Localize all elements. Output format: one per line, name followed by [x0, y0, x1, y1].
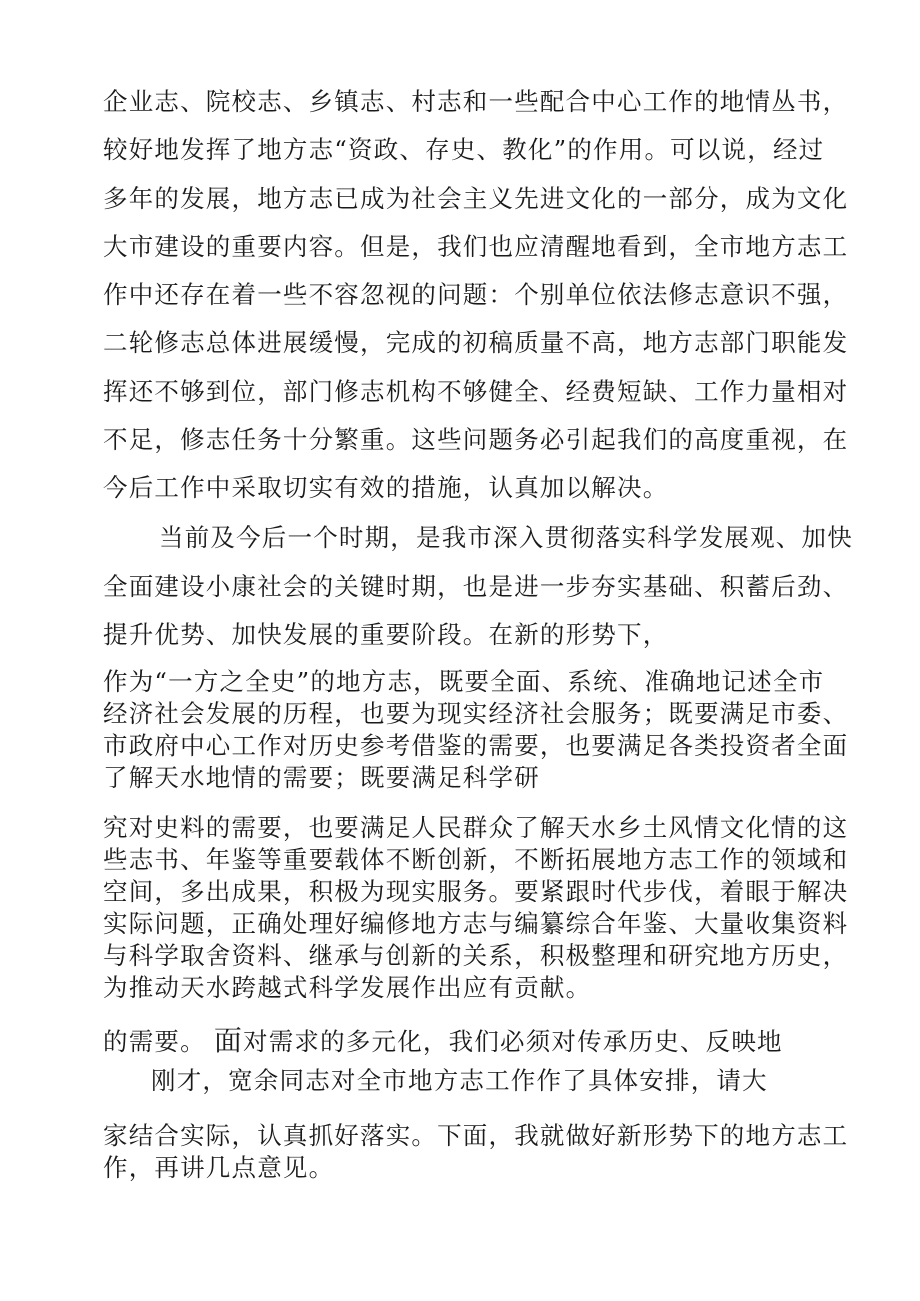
- text-line: 挥还不够到位，部门修志机构不够健全、经费短缺、工作力量相对: [103, 376, 849, 406]
- text-line: 空间，多出成果，积极为现实服务。要紧跟时代步伐，着眼于解决: [103, 877, 849, 906]
- text-line: 作，再讲几点意见。: [103, 1153, 335, 1182]
- text-line: 与科学取舍资料、继承与创新的关系，积极整理和研究地方历史，: [103, 941, 849, 970]
- text-line: 刚才，宽余同志对全市地方志工作作了具体安排，请大: [151, 1066, 768, 1095]
- text-line: 家结合实际，认真抓好落实。下面，我就做好新形势下的地方志工: [103, 1121, 849, 1150]
- text-line: 些志书、年鉴等重要载体不断创新，不断拓展地方志工作的领域和: [103, 845, 849, 874]
- text-line: [103, 1025, 843, 1058]
- text-line: 提升优势、加快发展的重要阶段。在新的形势下，: [103, 620, 669, 649]
- paragraph-1: [103, 78, 849, 513]
- text-line: 市政府中心工作对历史参考借鉴的需要，也要满足各类投资者全面: [103, 731, 849, 760]
- text-fragment-glyph: 面: [213, 1024, 244, 1057]
- text-line: 二轮修志总体进展缓慢，完成的初稿质量不高，地方志部门职能发: [103, 328, 849, 358]
- paragraph-4: [103, 812, 849, 1004]
- paragraph-6: [103, 1065, 843, 1097]
- text-line: 较好地发挥了地方志“资政、存史、教化”的作用。可以说，经过: [103, 135, 825, 165]
- text-line: 全面建设小康社会的关键时期，也是进一步夯实基础、积蓄后劲、: [103, 571, 849, 601]
- text-line: 今后工作中采取切实有效的措施，认真加以解决。: [103, 473, 669, 503]
- text-line: 了解天水地情的需要；既要满足科学研: [103, 763, 540, 792]
- text-line: 作为“一方之全史”的地方志，既要全面、系统、准确地记述全市: [103, 667, 825, 696]
- text-line: 实际问题，正确处理好编修地方志与编纂综合年鉴、大量收集资料: [103, 909, 849, 938]
- text-line: 作中还存在着一些不容忽视的问题：个别单位依法修志意识不强，: [103, 280, 849, 310]
- text-line: 企业志、院校志、乡镇志、村志和一些配合中心工作的地情丛书，: [103, 87, 849, 116]
- paragraph-3: [103, 666, 849, 794]
- text-line: 不足，修志任务十分繁重。这些问题务必引起我们的高度重视，在: [103, 425, 849, 455]
- paragraph-5: [103, 1025, 843, 1058]
- text-line: 为推动天水跨越式科学发展作出应有贡献。: [103, 973, 592, 1002]
- text-line: 多年的发展，地方志已成为社会主义先进文化的一部分，成为文化: [103, 183, 849, 213]
- text-line: 究对史料的需要，也要满足人民群众了解天水乡土风情文化情的这: [103, 813, 849, 842]
- text-line: 大市建设的重要内容。但是，我们也应清醒地看到，全市地方志工: [103, 231, 849, 261]
- text-line: 当前及今后一个时期，是我市深入贯彻落实科学发展观、加快: [159, 523, 853, 552]
- paragraph-7: [103, 1120, 849, 1184]
- text-fragment: 的需要。: [103, 1027, 206, 1056]
- text-line: 经济社会发展的历程，也要为现实经济社会服务；既要满足市委、: [103, 699, 849, 728]
- text-fragment: 对需求的多元化，我们必须对传承历史、反映地: [243, 1027, 783, 1056]
- paragraph-2: [103, 514, 853, 660]
